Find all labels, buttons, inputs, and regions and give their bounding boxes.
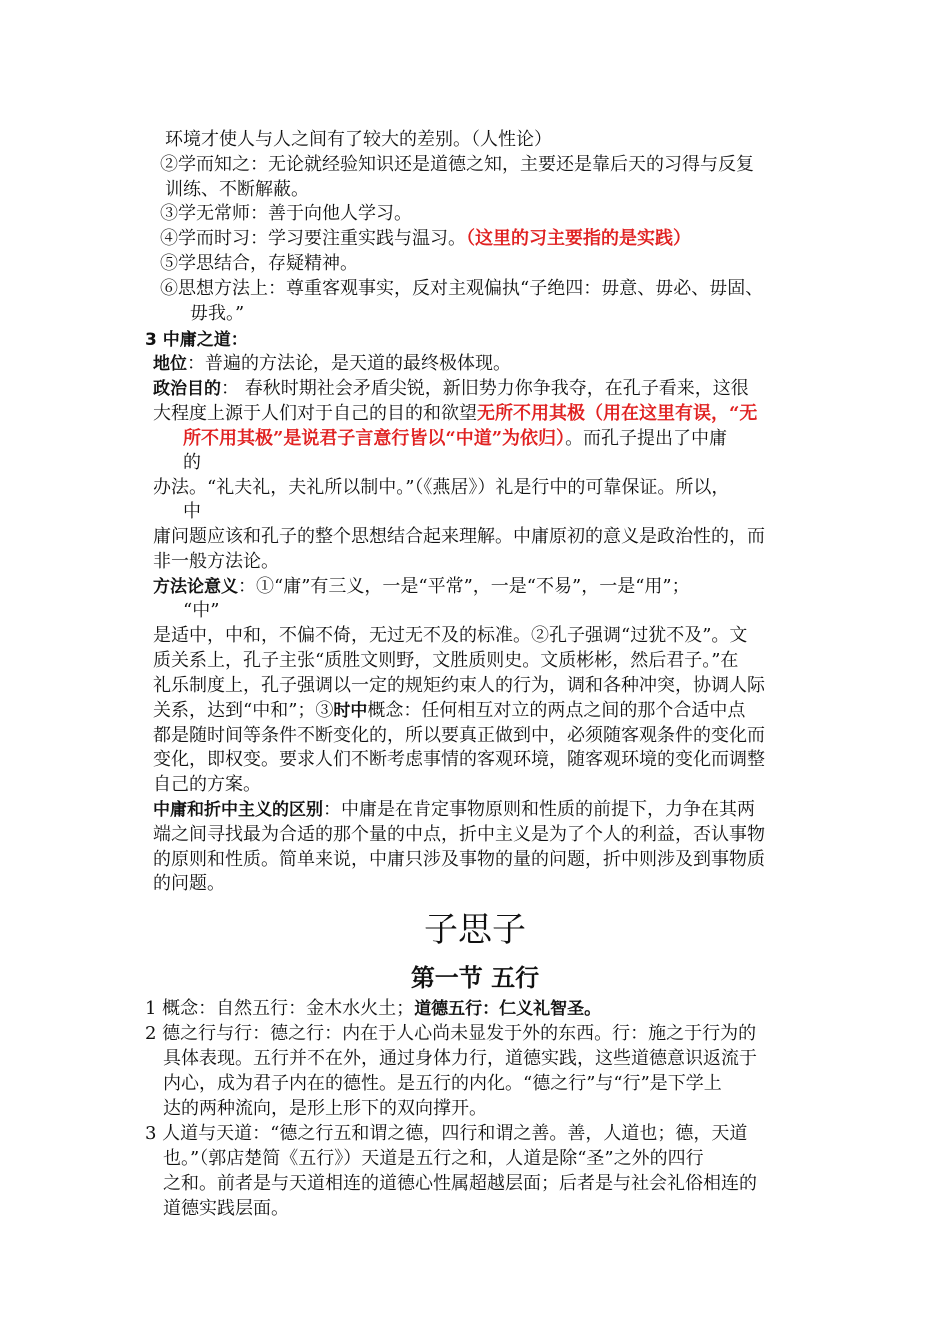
text-line: 办法。“礼夫礼，夫礼所以制中。”（《燕居》）礼是行中的可靠保证。所以， [153, 477, 730, 498]
text-span: ：普遍的方法论，是天道的最终极体现。 [187, 353, 511, 374]
list-item-3: ③学无常师：善于向他人学习。 [160, 203, 412, 224]
text-line [153, 402, 757, 426]
term-label: 政治目的 [153, 379, 221, 399]
text-line: 变化，即权变。要求人们不断考虑事情的客观环境，随客观环境的变化而调整 [153, 749, 765, 770]
list-item-4 [160, 227, 691, 251]
text-span: 关系，达到“中和”；③ [153, 700, 334, 721]
text-line [153, 352, 511, 376]
text-line: 的原则和性质。简单来说，中庸只涉及事物的量的问题，折中则涉及到事物质 [153, 849, 765, 870]
text-line [153, 377, 749, 401]
text-span: ：中庸是在肯定事物原则和性质的前提下，力争在其两 [323, 799, 755, 820]
text-line: 质关系上，孔子主张“质胜文则野，文胜质则史。文质彬彬，然后君子。”在 [153, 650, 739, 671]
term-label: 中庸和折中主义的区别 [153, 800, 323, 820]
text-line: 2 德之行与行：德之行：内在于人心尚未显发于外的东西。行：施之于行为的 [145, 1023, 757, 1044]
text-line: 礼乐制度上，孔子强调以一定的规矩约束人的行为，调和各种冲突，协调人际 [153, 675, 765, 696]
text-line: 环境才使人与人之间有了较大的差别。（人性论） [165, 129, 552, 150]
text-line: 道德实践层面。 [163, 1198, 289, 1219]
text-line: 都是随时间等条件不断变化的，所以要真正做到中，必须随客观条件的变化而 [153, 725, 765, 746]
note-highlight: （这里的习主要指的是实践） [466, 228, 691, 249]
text-span: ：①“庸”有三义，一是“平常”，一是“不易”，一是“用”； [238, 576, 690, 597]
text-line: 是适中，中和，不偏不倚，无过无不及的标准。②孔子强调“过犹不及”。文 [153, 625, 748, 646]
note-highlight: 无所不用其极（用在这里有误，“无 [477, 403, 758, 424]
text-line: 庸问题应该和孔子的整个思想结合起来理解。中庸原初的意义是政治性的，而 [153, 526, 765, 547]
section-heading: 3 中庸之道： [145, 330, 248, 350]
note-highlight: 所不用其极”是说君子言意行皆以“中道”为依归） [183, 428, 566, 449]
text-line [153, 798, 755, 822]
text-line: 内心，成为君子内在的德性。是五行的内化。“德之行”与“行”是下学上 [163, 1073, 722, 1094]
text-line: 的 [183, 452, 201, 473]
term-label: 方法论意义 [153, 577, 238, 597]
text-span: ： 春秋时期社会矛盾尖锐，新旧势力你争我夺，在孔子看来，这很 [221, 378, 749, 399]
section-title: 第一节 五行 [410, 963, 540, 992]
text-span: 。而孔子提出了中庸 [565, 428, 728, 449]
text-line: 毋我。” [190, 303, 245, 324]
term-label: 时中 [333, 701, 368, 721]
term-label: 道德五行：仁义礼智圣。 [414, 999, 602, 1019]
text-line: “中” [183, 600, 220, 621]
text-line [153, 575, 690, 599]
text-span: ④学而时习：学习要注重实践与温习。 [160, 228, 466, 249]
list-item-5: ⑤学思结合，存疑精神。 [160, 253, 358, 274]
term-label: 地位 [153, 354, 187, 374]
text-span: 大程度上源于人们对于自己的目的和欲望 [153, 403, 477, 424]
text-line: 训练、不断解蔽。 [165, 179, 309, 200]
text-line: 之和。前者是与天道相连的道德心性属超越层面；后者是与社会礼俗相连的 [163, 1173, 757, 1194]
text-line [153, 699, 745, 723]
text-line [183, 427, 727, 451]
text-line [145, 997, 601, 1021]
text-line: 端之间寻找最为合适的那个量的中点，折中主义是为了个人的利益，否认事物 [153, 824, 765, 845]
text-line: 非一般方法论。 [153, 551, 279, 572]
text-line: 达的两种流向，是形上形下的双向撑开。 [163, 1098, 487, 1119]
text-line: 也。”（郭店楚简《五行》）天道是五行之和，人道是除“圣”之外的四行 [163, 1148, 704, 1169]
chapter-title: 子思子 [424, 910, 526, 950]
text-span: 概念：任何相互对立的两点之间的那个合适中点 [367, 700, 746, 721]
text-line: 3 人道与天道：“德之行五和谓之德，四行和谓之善。善，人道也；德，天道 [145, 1123, 748, 1144]
list-item-6: ⑥思想方法上：尊重客观事实，反对主观偏执“子绝四：毋意、毋必、毋固、 [160, 278, 764, 299]
text-line: 中 [183, 501, 201, 522]
text-line: 具体表现。五行并不在外，通过身体力行，道德实践，这些道德意识返流于 [163, 1048, 757, 1069]
text-line: 自己的方案。 [153, 774, 261, 795]
text-line: 的问题。 [153, 873, 225, 894]
text-span: 1 概念：自然五行：金木水火土； [145, 998, 415, 1019]
list-item-2: ②学而知之：无论就经验知识还是道德之知，主要还是靠后天的习得与反复 [160, 154, 754, 175]
